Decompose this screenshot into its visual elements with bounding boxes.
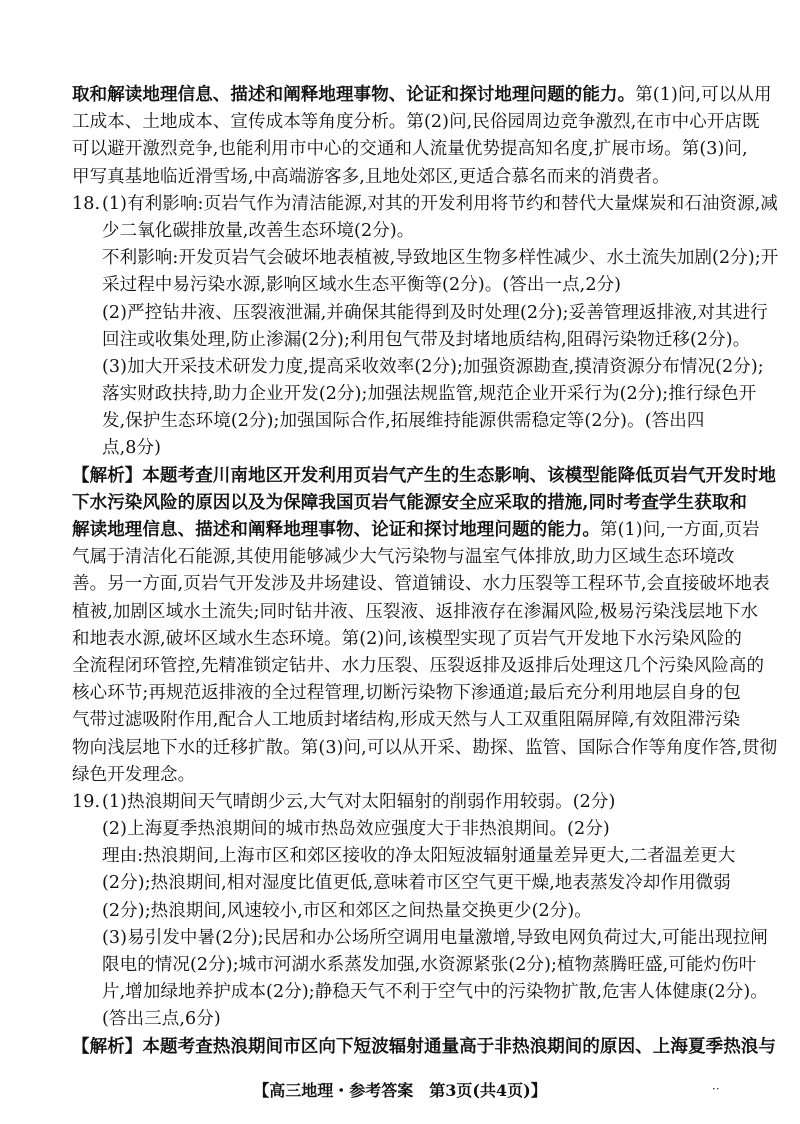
text-line	[72, 354, 764, 381]
line-text: 片,增加绿地养护成本(2分);静稳天气不利于空气中的污染物扩散,危害人体健康(2分)。	[102, 982, 768, 1003]
text-line	[72, 463, 776, 490]
line-text: 发,保护生态环境(2分);加强国际合作,拓展维持能源供需稳定等(2分)。(答出四	[102, 411, 705, 432]
line-text: 回注或收集处理,防止渗漏(2分);利用包气带及封堵地质结构,阻碍污染物迁移(2分)。	[102, 329, 751, 350]
question-number: 18.	[72, 193, 101, 214]
text-line	[72, 327, 751, 354]
line-text: 工成本、土地成本、宣传成本等角度分析。第(2)问,民俗园周边竞争激烈,在市中心开店既	[72, 112, 760, 133]
line-text: 采过程中易污染水源,影响区域水生态平衡等(2分)。(答出一点,2分)	[102, 275, 622, 296]
line-text: (答出三点,6分)	[102, 1009, 221, 1030]
line-text: 解读地理信息、描述和阐释地理事物、论证和探讨地理问题的能力。	[72, 520, 600, 540]
text-line	[72, 952, 757, 979]
text-line	[72, 381, 757, 408]
line-text: 物向浅层地下水的迁移扩散。第(3)问,可以从开采、勘探、监管、国际合作等角度作答,贯彻	[72, 737, 778, 758]
corner-mark: ··	[712, 1082, 720, 1096]
line-text: (2分);热浪期间,风速较小,市区和郊区之间热量交换更少(2分)。	[102, 900, 592, 921]
line-text: (2)严控钻井液、压裂液泄漏,并确保其能得到及时处理(2分);妥善管理返排液,对其进行	[102, 302, 768, 323]
line-text: 绿色开发理念。	[72, 764, 196, 785]
text-line	[72, 626, 743, 653]
line-text: 【解析】本题考查热浪期间市区向下短波辐射通量高于非热浪期间的原因、上海夏季热浪与	[72, 1036, 776, 1057]
line-text: 落实财政扶持,助力企业开发(2分);加强法规监管,规范企业开采行为(2分);推行绿色开	[102, 384, 757, 405]
text-line	[72, 164, 722, 191]
text-line	[72, 272, 722, 299]
text-line	[72, 925, 768, 952]
line-text: (3)加大开采技术研发力度,提高采收效率(2分);加强资源勘查,摸清资源分布情况(2分);	[102, 356, 764, 377]
line-text: (1)热浪期间天气晴朗少云,大气对太阳辐射的削弱作用较弱。(2分)	[102, 791, 616, 812]
text-line	[72, 653, 765, 680]
text-line	[72, 109, 760, 136]
text-line	[72, 218, 722, 245]
text-line	[72, 1006, 722, 1033]
line-text-continued: 第(1)问,一方面,页岩	[600, 520, 760, 540]
line-text: 甲写真基地临近滑雪场,中高端游客多,且地处郊区,更适合慕名而来的消费者。	[72, 166, 670, 187]
line-text: (1)有利影响:页岩气作为清洁能源,对其的开发利用将节约和替代大量煤炭和石油资源,减	[102, 193, 779, 214]
line-text: 和地表水源,破坏区域水生态环境。第(2)问,该模型实现了页岩气开发地下水污染风险的	[72, 628, 743, 649]
text-line	[72, 735, 778, 762]
text-line	[72, 870, 731, 897]
text-line	[72, 680, 741, 707]
line-text: 限电的情况(2分);城市河湖水系蒸发加强,水资源紧张(2分);植物蒸腾旺盛,可能灼伤叶	[102, 955, 757, 975]
line-text: 少二氧化碳排放量,改善生态环境(2分)。	[102, 220, 415, 241]
line-text-continued: 第(1)问,可以从用	[635, 85, 772, 105]
answer-text-body	[72, 82, 779, 1061]
line-text: 不利影响:开发页岩气会破坏地表植被,导致地区生物多样性减少、水土流失加剧(2分);开	[102, 248, 779, 269]
text-line	[72, 979, 768, 1006]
text-line	[72, 82, 772, 109]
text-line	[72, 898, 722, 925]
question-number: 19.	[72, 791, 101, 812]
question-line	[72, 789, 722, 816]
line-text: 核心环节;再规范返排液的全过程管理,切断污染物下渗通道;最后充分利用地层自身的包	[72, 683, 741, 704]
page-footer: 【高三地理・参考答案 第3页(共4页)】	[253, 1081, 547, 1100]
text-line	[72, 490, 747, 517]
line-text: 下水污染风险的原因以及为保障我国页岩气能源安全应采取的措施,同时考查学生获取和	[72, 492, 747, 513]
line-text: 点,8分)	[102, 438, 162, 459]
line-text: 可以避开激烈竞争,也能利用市中心的交通和人流量优势提高知名度,扩展市场。第(3)问,	[72, 139, 748, 160]
text-line	[72, 544, 735, 571]
line-text: 取和解读地理信息、描述和阐释地理事物、论证和探讨地理问题的能力。	[72, 85, 636, 105]
line-text: (2分);热浪期间,相对湿度比值更低,意味着市区空气更干燥,地表蒸发冷却作用微弱	[102, 873, 731, 894]
line-text: 气属于清洁化石能源,其使用能够减少大气污染物与温室气体排放,助力区域生态环境改	[72, 547, 735, 568]
text-line	[72, 300, 768, 327]
text-line	[72, 408, 722, 435]
line-text: (2)上海夏季热浪期间的城市热岛效应强度大于非热浪期间。(2分)	[102, 819, 610, 840]
text-line	[72, 136, 748, 163]
line-text: 植被,加剧区域水土流失;同时钻井液、压裂液、返排液存在渗漏风险,极易污染浅层地下水	[72, 601, 759, 622]
text-line	[72, 843, 736, 870]
text-line	[72, 599, 759, 626]
line-text: 善。另一方面,页岩气开发涉及井场建设、管道铺设、水力压裂等工程环节,会直接破坏地表	[72, 574, 770, 595]
line-text: (3)易引发中暑(2分);民居和办公场所空调用电量激增,导致电网负荷过大,可能出现拉闸	[102, 927, 768, 948]
text-line	[72, 245, 779, 272]
text-line	[72, 435, 722, 462]
text-line	[72, 707, 741, 734]
question-line	[72, 191, 779, 218]
text-line	[72, 816, 722, 843]
text-line	[72, 1034, 776, 1061]
line-text: 【解析】本题考查川南地区开发利用页岩气产生的生态影响、该模型能降低页岩气开发时地	[72, 465, 776, 486]
text-line	[72, 762, 722, 789]
line-text: 气带过滤吸附作用,配合人工地质封堵结构,形成天然与人工双重阻隔屏障,有效阻滞污染	[72, 710, 741, 731]
text-line	[72, 571, 770, 598]
text-line	[72, 517, 760, 544]
line-text: 全流程闭环管控,先精准锁定钻井、水力压裂、压裂返排及返排后处理这几个污染风险高的	[72, 655, 765, 676]
line-text: 理由:热浪期间,上海市区和郊区接收的净太阳短波辐射通量差异更大,二者温差更大	[102, 846, 736, 867]
